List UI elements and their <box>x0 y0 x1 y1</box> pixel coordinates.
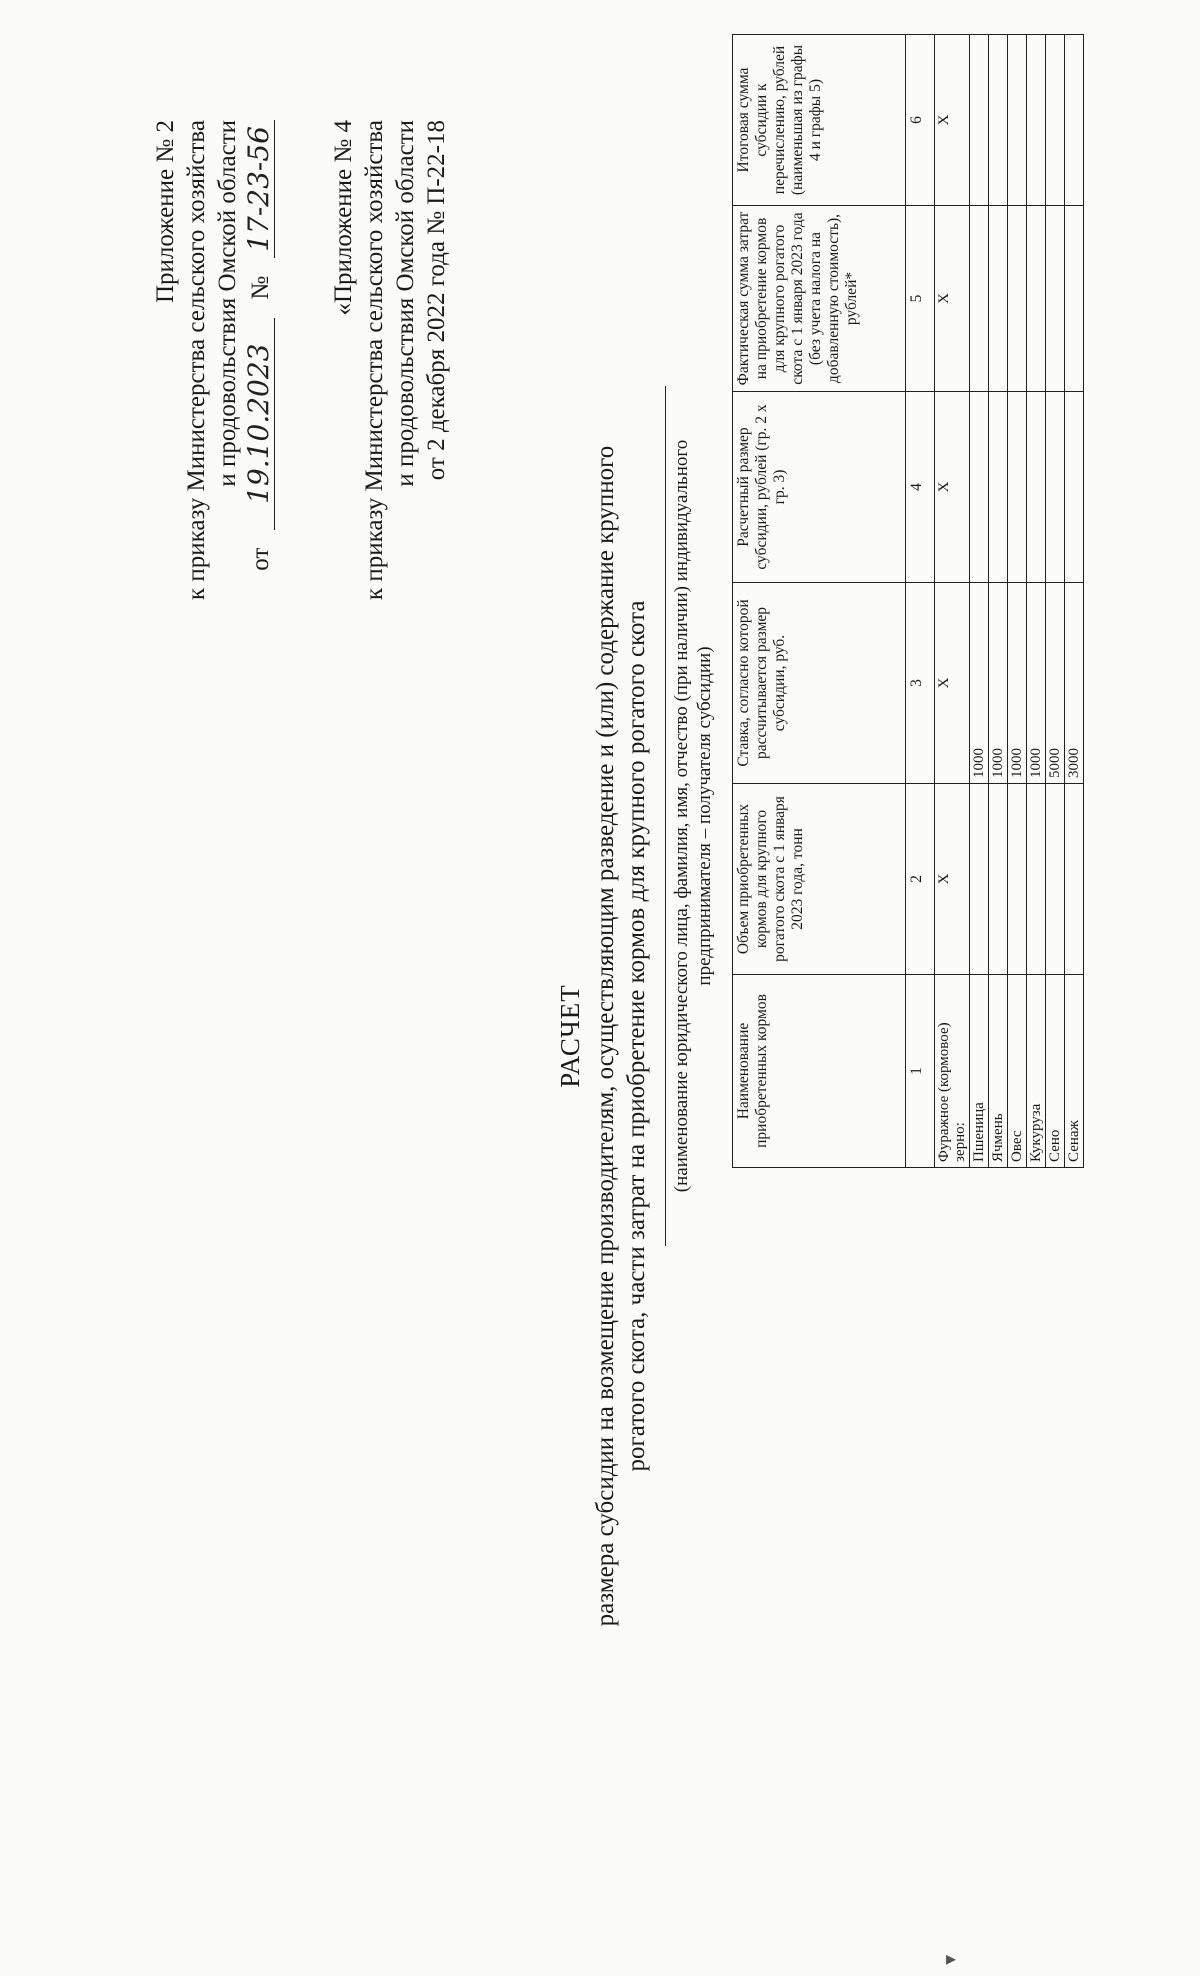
estimated-subsidy-cell <box>1046 392 1065 583</box>
actual-costs-cell <box>1046 206 1065 392</box>
feed-name-cell: Фуражное (кормовое) зерно: <box>935 975 970 1168</box>
feed-name-cell: Сенаж <box>1065 975 1084 1168</box>
document-subtitle-line2: рогатого скота, части затрат на приобретение кормов для крупного рогатого скота <box>623 600 650 1472</box>
estimated-subsidy-cell: Х <box>935 392 970 583</box>
total-subsidy-cell <box>1008 35 1027 206</box>
table-row <box>989 35 1008 1168</box>
feed-name-cell: Пшеница <box>970 975 989 1168</box>
recipient-caption-line2: предпринимателя – получателя субсидии) <box>694 646 715 986</box>
table-row <box>1027 35 1046 1168</box>
appendix-2-line2: и продовольствия Омской области <box>214 120 241 487</box>
estimated-subsidy-cell <box>1008 392 1027 583</box>
column-number: 3 <box>906 583 935 784</box>
feed-name-cell: Сено <box>1046 975 1065 1168</box>
volume-cell: Х <box>935 784 970 975</box>
header-volume: Объем приобретенных кормов для крупного рогатого скота с 1 января 2023 года, тонн <box>733 784 906 975</box>
actual-costs-cell <box>1065 206 1084 392</box>
appendix-2-title: Приложение № 2 <box>152 120 179 304</box>
appendix-4-title: «Приложение № 4 <box>330 120 357 316</box>
total-subsidy-cell <box>989 35 1008 206</box>
order-date-handwritten: 19.10.2023 <box>243 318 275 530</box>
recipient-caption-line1: (наименование юридического лица, фамилия, имя, отчество (при наличии) индивидуального <box>671 439 692 1193</box>
rate-cell: 1000 <box>970 583 989 784</box>
column-number-row <box>906 35 935 1168</box>
recipient-name-line <box>665 386 666 1246</box>
document-title: РАСЧЕТ <box>555 984 585 1088</box>
appendix-4-line3: от 2 декабря 2022 года № П-22-18 <box>423 120 450 481</box>
rate-cell: 1000 <box>989 583 1008 784</box>
table-row <box>935 35 970 1168</box>
document-subtitle-line1: размера субсидии на возмещение производителям, осуществляющим разведение и (или) содержание крупного <box>592 445 619 1627</box>
table-row <box>1065 35 1084 1168</box>
from-label: от <box>247 547 274 571</box>
rate-cell: 3000 <box>1065 583 1084 784</box>
scan-speck: ▸ <box>946 1948 957 1970</box>
column-number: 6 <box>906 35 935 206</box>
recipient-caption <box>665 386 716 1246</box>
table-row <box>1008 35 1027 1168</box>
table-header-row <box>733 35 906 1168</box>
order-number-handwritten: 17-23-56 <box>243 120 275 258</box>
volume-cell <box>970 784 989 975</box>
rate-cell: Х <box>935 583 970 784</box>
header-total-subsidy: Итоговая сумма субсидии к перечислению, рублей (наименьшая из графы 4 и графы 5) <box>733 35 906 206</box>
appendix-4-line1: к приказу Министерства сельского хозяйства <box>361 120 388 601</box>
appendix-4-line2: и продовольствия Омской области <box>392 120 419 487</box>
header-rate: Ставка, согласно которой рассчитывается размер субсидии, руб. <box>733 583 906 784</box>
document-title-block <box>555 416 652 1656</box>
estimated-subsidy-cell <box>989 392 1008 583</box>
appendix-2-header <box>150 120 276 600</box>
header-feed-name: Наименование приобретенных кормов <box>733 975 906 1168</box>
actual-costs-cell <box>970 206 989 392</box>
total-subsidy-cell <box>970 35 989 206</box>
column-number: 5 <box>906 206 935 392</box>
volume-cell <box>1008 784 1027 975</box>
total-subsidy-cell <box>1027 35 1046 206</box>
total-subsidy-cell <box>1065 35 1084 206</box>
number-label: № <box>247 275 274 300</box>
rate-cell: 1000 <box>1027 583 1046 784</box>
volume-cell <box>1046 784 1065 975</box>
actual-costs-cell <box>1008 206 1027 392</box>
column-number: 4 <box>906 392 935 583</box>
actual-costs-cell: Х <box>935 206 970 392</box>
volume-cell <box>1065 784 1084 975</box>
table-row <box>970 35 989 1168</box>
volume-cell <box>989 784 1008 975</box>
total-subsidy-cell <box>1046 35 1065 206</box>
feed-name-cell: Кукуруза <box>1027 975 1046 1168</box>
total-subsidy-cell: Х <box>935 35 970 206</box>
order-date-number-row <box>243 120 276 600</box>
header-actual-costs: Фактическая сумма затрат на приобретение кормов для крупного рогатого скота с 1 января 2023 года (без учета налога на добавленную стоимость), рублей* <box>733 206 906 392</box>
header-estimated-subsidy: Расчетный размер субсидии, рублей (гр. 2 х гр. 3) <box>733 392 906 583</box>
column-number: 2 <box>906 784 935 975</box>
table-row <box>1046 35 1065 1168</box>
subsidy-calculation-table <box>732 34 1084 1168</box>
rate-cell: 1000 <box>1008 583 1027 784</box>
feed-name-cell: Ячмень <box>989 975 1008 1168</box>
rate-cell: 5000 <box>1046 583 1065 784</box>
estimated-subsidy-cell <box>1027 392 1046 583</box>
volume-cell <box>1027 784 1046 975</box>
appendix-4-header <box>328 120 452 600</box>
actual-costs-cell <box>989 206 1008 392</box>
appendix-2-line1: к приказу Министерства сельского хозяйства <box>183 120 210 601</box>
feed-name-cell: Овес <box>1008 975 1027 1168</box>
estimated-subsidy-cell <box>970 392 989 583</box>
actual-costs-cell <box>1027 206 1046 392</box>
estimated-subsidy-cell <box>1065 392 1084 583</box>
column-number: 1 <box>906 975 935 1168</box>
